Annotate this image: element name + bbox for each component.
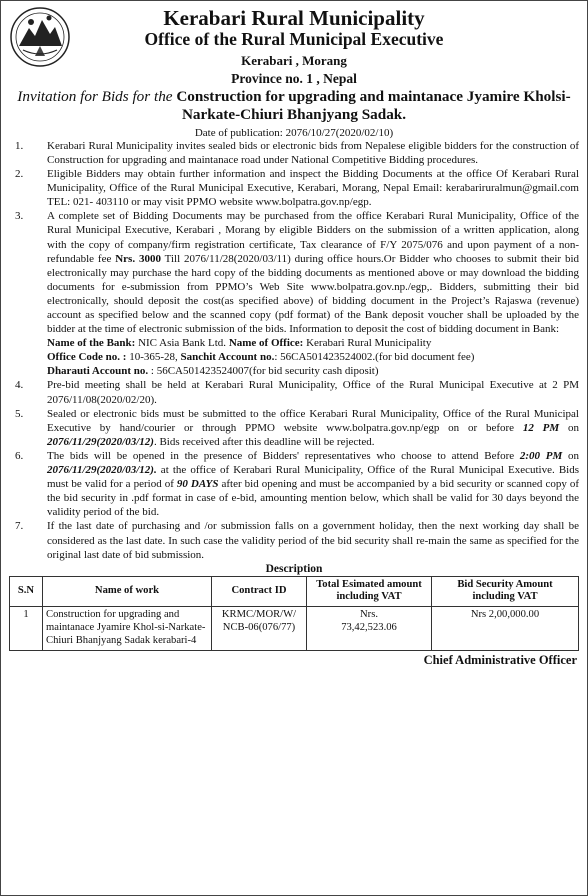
item-text: Sealed or electronic bids must be submitted to the office Kerabari Rural Municipality, Office of the Rural Municipal Executive by hand/courier or through PPMO website www.bolpatra.gov.np/egp on or before [47, 407, 579, 434]
submission-deadline: 2076/11/29(2020/03/12) [47, 435, 154, 448]
notice-body [9, 139, 579, 562]
description-heading: Description [265, 562, 323, 575]
item-text: at the office of Kerabari Rural Municipality, Office of the Rural Municipal Executive. Bids must be valid for a period of [47, 464, 579, 491]
item-number: 2. [15, 168, 24, 181]
column-header: Bid Security Amount including VAT [432, 576, 579, 607]
estimated-amount-value: 73,42,523.06 [341, 622, 397, 634]
opening-time: 2:00 PM [519, 449, 563, 462]
office-code-value: 10-365-28, [126, 351, 181, 364]
cell-bid-security: Nrs 2,00,000.00 [432, 607, 579, 650]
item-number: 7. [15, 520, 24, 533]
list-item [9, 167, 579, 209]
dharauti-line [47, 364, 579, 378]
account-line [47, 350, 579, 364]
column-header: Name of work [43, 576, 212, 607]
item-number: 1. [15, 139, 24, 152]
invitation-heading [9, 88, 579, 124]
cell-name-of-work: Construction for upgrading and maintanace Jyamire Khol-si-Narkate-Chiuri Bhanjyang Sadak kerabari-4 [43, 607, 212, 650]
item-text: Eligible Bidders may obtain further information and inspect the Bidding Documents at the office Of Kerabari Rural Municipality, Office of the Rural Municipal Executive, Kerabari, Morang, Nepal Email: kerabariruralmun@gmail.com TEL: 021- 403110 or may visit PPMO website www.bolpatra.gov.np/egp. [47, 168, 579, 209]
item-text: A complete set of Bidding Documents may be purchased from the office Kerabari Rural Municipality, Office of the Rural Municipal Executive, Kerabari , Morang by eligible Bidders on the submission of a written application, along with the copy of company/firm registration certificate, Tax clearance of F/Y 2075/076 and upon payment of a non-refundable fee [47, 210, 579, 265]
sanchit-account-label: Sanchit Account no. [180, 351, 275, 364]
office-title: Office of the Rural Municipal Executive [144, 29, 444, 49]
item-number: 3. [15, 210, 24, 223]
list-item [9, 407, 579, 449]
item-text: on [559, 421, 580, 434]
table-header-row [10, 576, 579, 607]
list-item [9, 449, 579, 519]
cell-sn: 1 [10, 607, 43, 650]
bank-name-value: NIC Asia Bank Ltd. [135, 337, 229, 350]
office-name-value: Kerabari Rural Municipality [303, 337, 432, 350]
bank-line [47, 336, 579, 350]
letterhead [9, 8, 579, 85]
submission-time: 12 PM [522, 421, 560, 434]
list-item [9, 378, 579, 406]
item-text: . Bids received after this deadline will be rejected. [153, 435, 375, 448]
item-text: The bids will be opened in the presence of Bidders' representatives who choose to attend Before [47, 449, 520, 462]
column-header: Contract ID [212, 576, 307, 607]
office-code-label: Office Code no. : [47, 351, 127, 364]
bank-name-label: Name of the Bank: [47, 337, 136, 350]
description-table [9, 576, 579, 651]
dharauti-account-label: Dharauti Account no. [47, 365, 149, 378]
item-text: after bid opening and must be accompanied by a bid security or scanned copy of the bid security in .pdf format in case of e-bid, amounting mention below, which shall be valid for 30 days beyond the validity period of the bid. [47, 478, 580, 519]
province-line: Province no. 1 , Nepal [231, 70, 357, 86]
municipality-title: Kerabari Rural Municipality [163, 6, 425, 30]
nepal-government-emblem-icon [9, 6, 71, 68]
estimated-amount-prefix: Nrs. [360, 609, 378, 621]
list-item [9, 209, 579, 336]
list-item [9, 519, 579, 561]
publication-date: Date of publication: 2076/10/27(2020/02/10) [194, 126, 394, 139]
item-text: Pre-bid meeting shall be held at Kerabari Rural Municipality, Office of the Rural Municipal Executive at 2 PM 2076/11/08(2020/02/20). [47, 379, 579, 406]
dharauti-account-value: : 56CA501423524007(for bid security cash diposit) [148, 365, 379, 378]
column-header: Total Esimated amount including VAT [307, 576, 432, 607]
item-text: If the last date of purchasing and /or submission falls on a government holiday, then the next working day shall be considered as the last date. In such case the validity period of the bid security shall re-main the same as specified for the original last date of bid submission. [47, 520, 579, 561]
column-header: S.N [10, 576, 43, 607]
office-location: Kerabari , Morang [241, 52, 347, 68]
cell-contract-id: KRMC/MOR/W/ NCB-06(076/77) [212, 607, 307, 650]
list-item [9, 139, 579, 167]
table-row [10, 607, 579, 650]
office-name-label: Name of Office: [228, 337, 304, 350]
validity-days: 90 DAYS [176, 478, 219, 491]
item-text: on [562, 449, 580, 462]
document-fee: Nrs. 3000 [115, 252, 161, 265]
cell-estimated-amount [307, 607, 432, 650]
invitation-subject: Construction for upgrading and maintanace Jyamire Kholsi-Narkate-Chiuri Bhanjyang Sadak. [176, 88, 571, 123]
sanchit-account-value: : 56CA501423524002.(for bid document fee) [274, 351, 475, 364]
opening-deadline: 2076/11/29(2020/03/12). [47, 464, 157, 477]
item-text: Till 2076/11/28(2020/03/11) during office hours.Or Bidder who chooses to submit their bid electronically may purchase the hard copy of the bidding documents as mentioned above or may download the bidding documents for e-submission from PPMO’s Web Site www.bolpatra.gov.np./egp,. Bidders, submitting their bid electronically, should deposit the cost(as specified above) of bidding document in the Project’s Rajaswa (revenue) account as specified below and the scanned copy (pdf format) of the Bank deposit voucher shall be uploaded by the bidder at the time of electronic submission of the bids. Information to deposit the cost of bidding document in Bank: [47, 252, 580, 336]
signatory: Chief Administrative Officer [423, 652, 577, 667]
item-text: Kerabari Rural Municipality invites sealed bids or electronic bids from Nepalese eligible bidders for the construction of Construction for upgrading and maintanace road under National Competitive Bidding procedures. [47, 139, 579, 166]
item-number: 5. [15, 407, 24, 420]
item-number: 6. [15, 449, 24, 462]
invitation-prefix: Invitation for Bids for the [17, 88, 173, 105]
bank-details [9, 336, 579, 378]
item-number: 4. [15, 379, 24, 392]
